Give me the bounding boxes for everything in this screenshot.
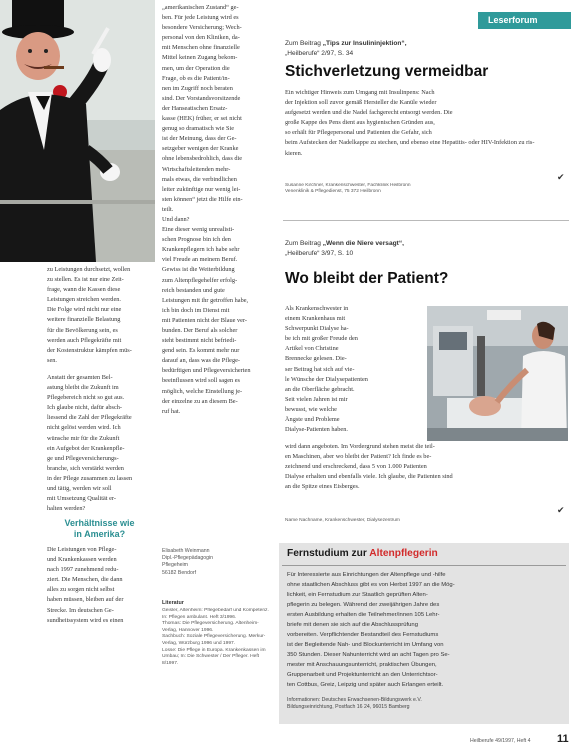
end-mark-icon: ✔ — [557, 172, 565, 182]
reply2-ref-issue: „Heilberufe“ 3/97, S. 10 — [285, 250, 354, 257]
section-divider — [283, 220, 569, 221]
left-column-subhead: Verhältnisse wie in Amerika? — [64, 518, 135, 539]
info-box-divider — [282, 565, 566, 566]
photo-gentleman-magician — [0, 0, 155, 262]
literature-list: Geisler, Altenheim: Pflegebedarf und Kompetenz. In: Pflegen ambulant. Heft 3/1996. Thomas: Die Pflegeversicherung. Altenheim-Verlag, Hannover 1996. Sachbuch: Soziale Pflegeversicherung. Merkur-Verlag, Würzburg 1996 und 1997. Losse: Die Pflege in Europa. Krankenkassen im Umbau; In: Die Schwester / Der Pfleger. Heft 8/1997. — [162, 608, 269, 666]
reply1-ref-issue: „Heilberufe“ 2/97, S. 34 — [285, 50, 354, 57]
literature-heading: Literatur — [162, 600, 184, 606]
info-box-title-highlight: Altenpflegerin — [369, 548, 438, 559]
end-mark-icon: ✔ — [557, 505, 565, 515]
section-tab-label: Leserforum — [488, 15, 538, 25]
page-number: 11 — [557, 733, 569, 745]
reply2-author: Name Nachname, Krankenschwester, Dialysezentrum — [285, 518, 400, 523]
reply2-reference — [285, 240, 567, 247]
reply2-ref-title: „Wenn die Niere versagt“, — [322, 240, 404, 247]
footer-issue: Heilberufe 49/1997, Heft 4 — [470, 738, 531, 744]
info-box-title — [287, 548, 438, 559]
reply2-body-wrap: Als Krankenschwester in einem Krankenhaus mit Schwerpunkt Dialyse ha- be ich mit großer Freude den Artikel von Christine Brennecke gelesen. Die- ser Beitrag hat sich auf vie- le Wünsche der Dialysepatienten an die Oberfläche gebracht. Seit vielen Jahren ist mir bewusst, wie welche Ängste und Probleme Dialyse-Patienten haben. — [285, 305, 368, 434]
left-column-text-mid: Anstatt der gesamten Bel- astung bleibt die Zukunft im Pflegebereich nicht so gut aus. Ich glaube nicht, dafür absch- liessend die Zahl der Pflegekräfte nicht gelöst werden wird. Ich wünsche mir für die Zukunft ein Aufgebot der Krankenpfle- ge und Pflegeversicherungs- branche, sich verstärkt werden in der Pflege zusammen zu lassen und tätig, werden wir soll mit Umsetzung Qualität er- halten werden? — [47, 374, 133, 513]
middle-column-author: Elisabeth Weinmann Dipl.-Pflegepädagogin Pflegeheim 56182 Bendorf — [162, 548, 214, 576]
reply2-ref-prefix: Zum Beitrag — [285, 240, 323, 247]
reply2-headline: Wo bleibt der Patient? — [285, 270, 449, 287]
middle-column-text: „amerikanischen Zustand“ ge- ben. Für jede Leistung wird es besondere Versicherung; Wech- personal von den Kliniken, da- mit Menschen ohne finanzielle Mittel keinen Zugang bekom- men, um der Operation die Frage, ob es die Patient/in- nen im Zugriff noch beraten sind. Der Vorstandsvorsitzende der Hanseatischen Ersatz- kasse (HEK) früher, er sei nicht genug so dramatisch wie Sie ist der Meinung, dass der Ge- setzgeber wenigen der Kranke ohne lebensbedrohlich, dass die Wirtschaftsleitenden mehr- mals etwas, die verbindlichen leiter zukünftige nur wenig lei- sten können“ jetzt die Hilfe ein- teilt. Und dann? Eine dieser wenig unrealisti- schen Prognose bin ich den Krankenpflegern ich habe sehr viel Freude an meinem Beruf. Gewiss ist die Weiterbildung zum Altenpflegehelfer erfolg- reich bestanden und gute Leistungen mit ihr getroffen habe, ich bin doch im Dienst mit mit Patienten nicht der Blaue ver- bunden. Der Beruf als solcher steht bestimmt nicht befriedi- gend sein. Es kommt mehr nur darauf an, dass was die Pflege- bedürftigen und Pflegeversicherten beeinflussen wird soll sagen es möglich, welche Einstellung je- der einzelne zu an diesem Be- ruf hat. — [162, 4, 251, 415]
reply1-ref-title: „Tips zur Insulininjektion“, — [322, 40, 407, 47]
section-tab — [478, 12, 571, 29]
reply1-body: Ein wichtiger Hinweis zum Umgang mit Insulinpens: Nach der Injektion soll zuvor gemäß Hersteller die Kanüle wieder aufgesetzt werden und die Nadel fachgerecht entsorgt werden. Die große Kappe des Pens dient aus hygienischen Gründen aus, so erhält für Pflegepersonal und Patienten die Gefahr, sich beim Aufstecken der Nadelkappe zu stechen, und ebenso eine Hepatitis- oder HIV-Infektion zu ris- kieren. — [285, 89, 535, 157]
photo-nurse-dialysis — [427, 306, 568, 441]
info-box-title-prefix: Fernstudium zur — [287, 548, 370, 559]
reply1-ref-prefix: Zum Beitrag — [285, 40, 323, 47]
info-box-body: Für Interessierte aus Einrichtungen der Altenpflege und -hilfe ohne staatlichen Abschluss gibt es von Herbst 1997 an die Mög- lichkeit, ein Fernstudium zur Staatlich geprüften Alten- pflegerin zu belegen. Während der zweijährigen Jahre des ersten Ausbildung erhalten die Teilnehmer/innen 105 Lehr- briefe mit denen sie sich auf die Abschlussprüfung vorbereiten. Verpflichtender Bestandteil des Fernstudiums ist der Begleitende Nah- und Blockunterricht im Umfang von 350 Stunden. Dieser Nahunterricht wird an acht Tagen pro Se- mester mit Anschauungsunterricht, praktischen Übungen, Gruppenarbeit und Projektunterricht an den Unterrichtsor- ten Cottbus, Greiz, Leipzig und später auch Erlangen erteilt. — [287, 572, 455, 688]
left-column-text-bottom: Die Leistungen von Pflege- und Krankenkassen werden nach 1997 zunehmend redu- ziert. Die Menschen, die dann alles zu sorgen nicht selbst haben müssen, bleiben auf der Strecke. Im deutschen Ge- sundheitssystem wird es einen — [47, 546, 124, 624]
info-box-contact: Informationen: Deutsches Erwachsenen-Bildungswerk e.V. Bildungseinrichtung, Postfach 16 24, 96015 Bamberg — [287, 697, 422, 710]
reply1-headline: Stichverletzung vermeidbar — [285, 63, 489, 80]
reply1-author: Susanne Kirchner, Krankenschwester, Fachklinik Heilbronn Venenklinik & Pflegedienst, 75 372 Heilbronn — [285, 183, 411, 195]
reply1-reference — [285, 40, 567, 47]
left-column-text-top: zu Leistungen durchsetzt, wollen zu stellen. Es ist nur eine Zeit- frage, wann die Kassen diese Leistungen streichen werden. Die Folge wird nicht nur eine weitere finanzielle Belastung für die Bevölkerung sein, es werden auch Pflegekräfte mit der Kostenstruktur kämpfen müs- sen. — [47, 266, 132, 364]
reply2-body-full: wird dann angeboten. Im Vordergrund stehen meist die teil- en Maschinen, aber wo bleibt der Patient? Ich finde es be- zeichnend und erschreckend, dass 5 von 1.000 Patienten Dialyse erhalten und ebenfalls viele. Ich glaube, die Patienten sind an die Spitze eines Eisberges. — [285, 443, 453, 491]
